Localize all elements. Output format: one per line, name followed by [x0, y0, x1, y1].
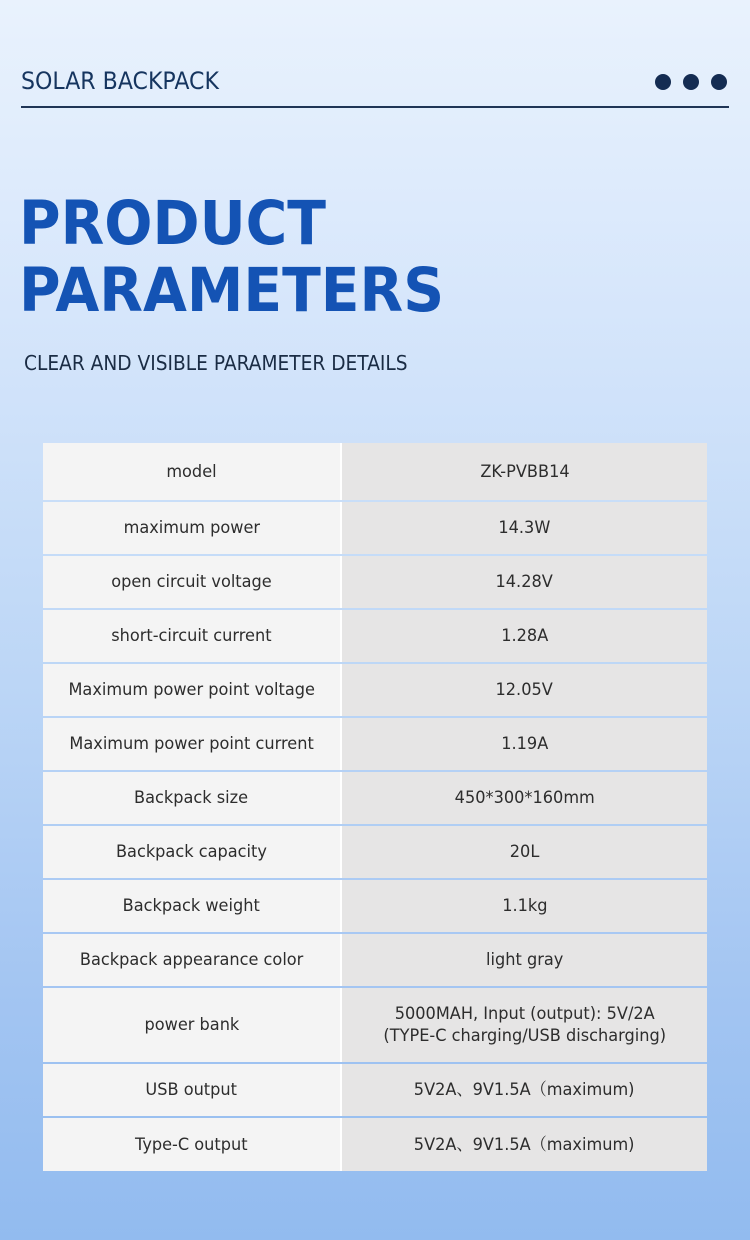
- param-name: open circuit voltage: [43, 556, 340, 608]
- table-row: [43, 1118, 707, 1171]
- param-name: Maximum power point current: [43, 718, 340, 770]
- menu-dots-icon: [655, 74, 727, 90]
- dot-icon: [711, 74, 727, 90]
- param-name: Backpack appearance color: [43, 934, 340, 986]
- table-row: [43, 556, 707, 608]
- param-value: 1.1kg: [340, 880, 707, 932]
- param-name: Backpack size: [43, 772, 340, 824]
- page-subtitle: CLEAR AND VISIBLE PARAMETER DETAILS: [24, 351, 408, 375]
- header-bar: [21, 62, 729, 108]
- param-value: light gray: [340, 934, 707, 986]
- param-value: 20L: [340, 826, 707, 878]
- param-name: Type-C output: [43, 1118, 340, 1171]
- parameters-table: [43, 443, 707, 1171]
- param-value: 450*300*160mm: [340, 772, 707, 824]
- table-row: [43, 718, 707, 770]
- page-title-line1: PRODUCT: [19, 188, 326, 259]
- param-name: short-circuit current: [43, 610, 340, 662]
- param-value: 1.28A: [340, 610, 707, 662]
- param-name: Backpack capacity: [43, 826, 340, 878]
- dot-icon: [683, 74, 699, 90]
- param-name: power bank: [43, 988, 340, 1062]
- param-value: 14.3W: [340, 502, 707, 554]
- table-row: [43, 664, 707, 716]
- page-title: [19, 190, 444, 324]
- table-row: [43, 934, 707, 986]
- param-name: model: [43, 443, 340, 500]
- table-row: [43, 443, 707, 500]
- param-name: maximum power: [43, 502, 340, 554]
- table-row: [43, 1064, 707, 1116]
- brand-title: SOLAR BACKPACK: [21, 67, 219, 95]
- param-name: Maximum power point voltage: [43, 664, 340, 716]
- table-row: [43, 988, 707, 1062]
- param-value: 12.05V: [340, 664, 707, 716]
- table-row: [43, 502, 707, 554]
- param-name: USB output: [43, 1064, 340, 1116]
- table-row: [43, 880, 707, 932]
- dot-icon: [655, 74, 671, 90]
- param-value: 1.19A: [340, 718, 707, 770]
- param-name: Backpack weight: [43, 880, 340, 932]
- page-title-line2: PARAMETERS: [19, 255, 445, 326]
- param-value: 5000MAH, Input (output): 5V/2A (TYPE-C charging/USB discharging): [340, 988, 707, 1062]
- table-row: [43, 772, 707, 824]
- param-value: 14.28V: [340, 556, 707, 608]
- table-row: [43, 826, 707, 878]
- param-value: 5V2A、9V1.5A（maximum): [340, 1118, 707, 1171]
- param-value: 5V2A、9V1.5A（maximum): [340, 1064, 707, 1116]
- param-value: ZK-PVBB14: [340, 443, 707, 500]
- table-row: [43, 610, 707, 662]
